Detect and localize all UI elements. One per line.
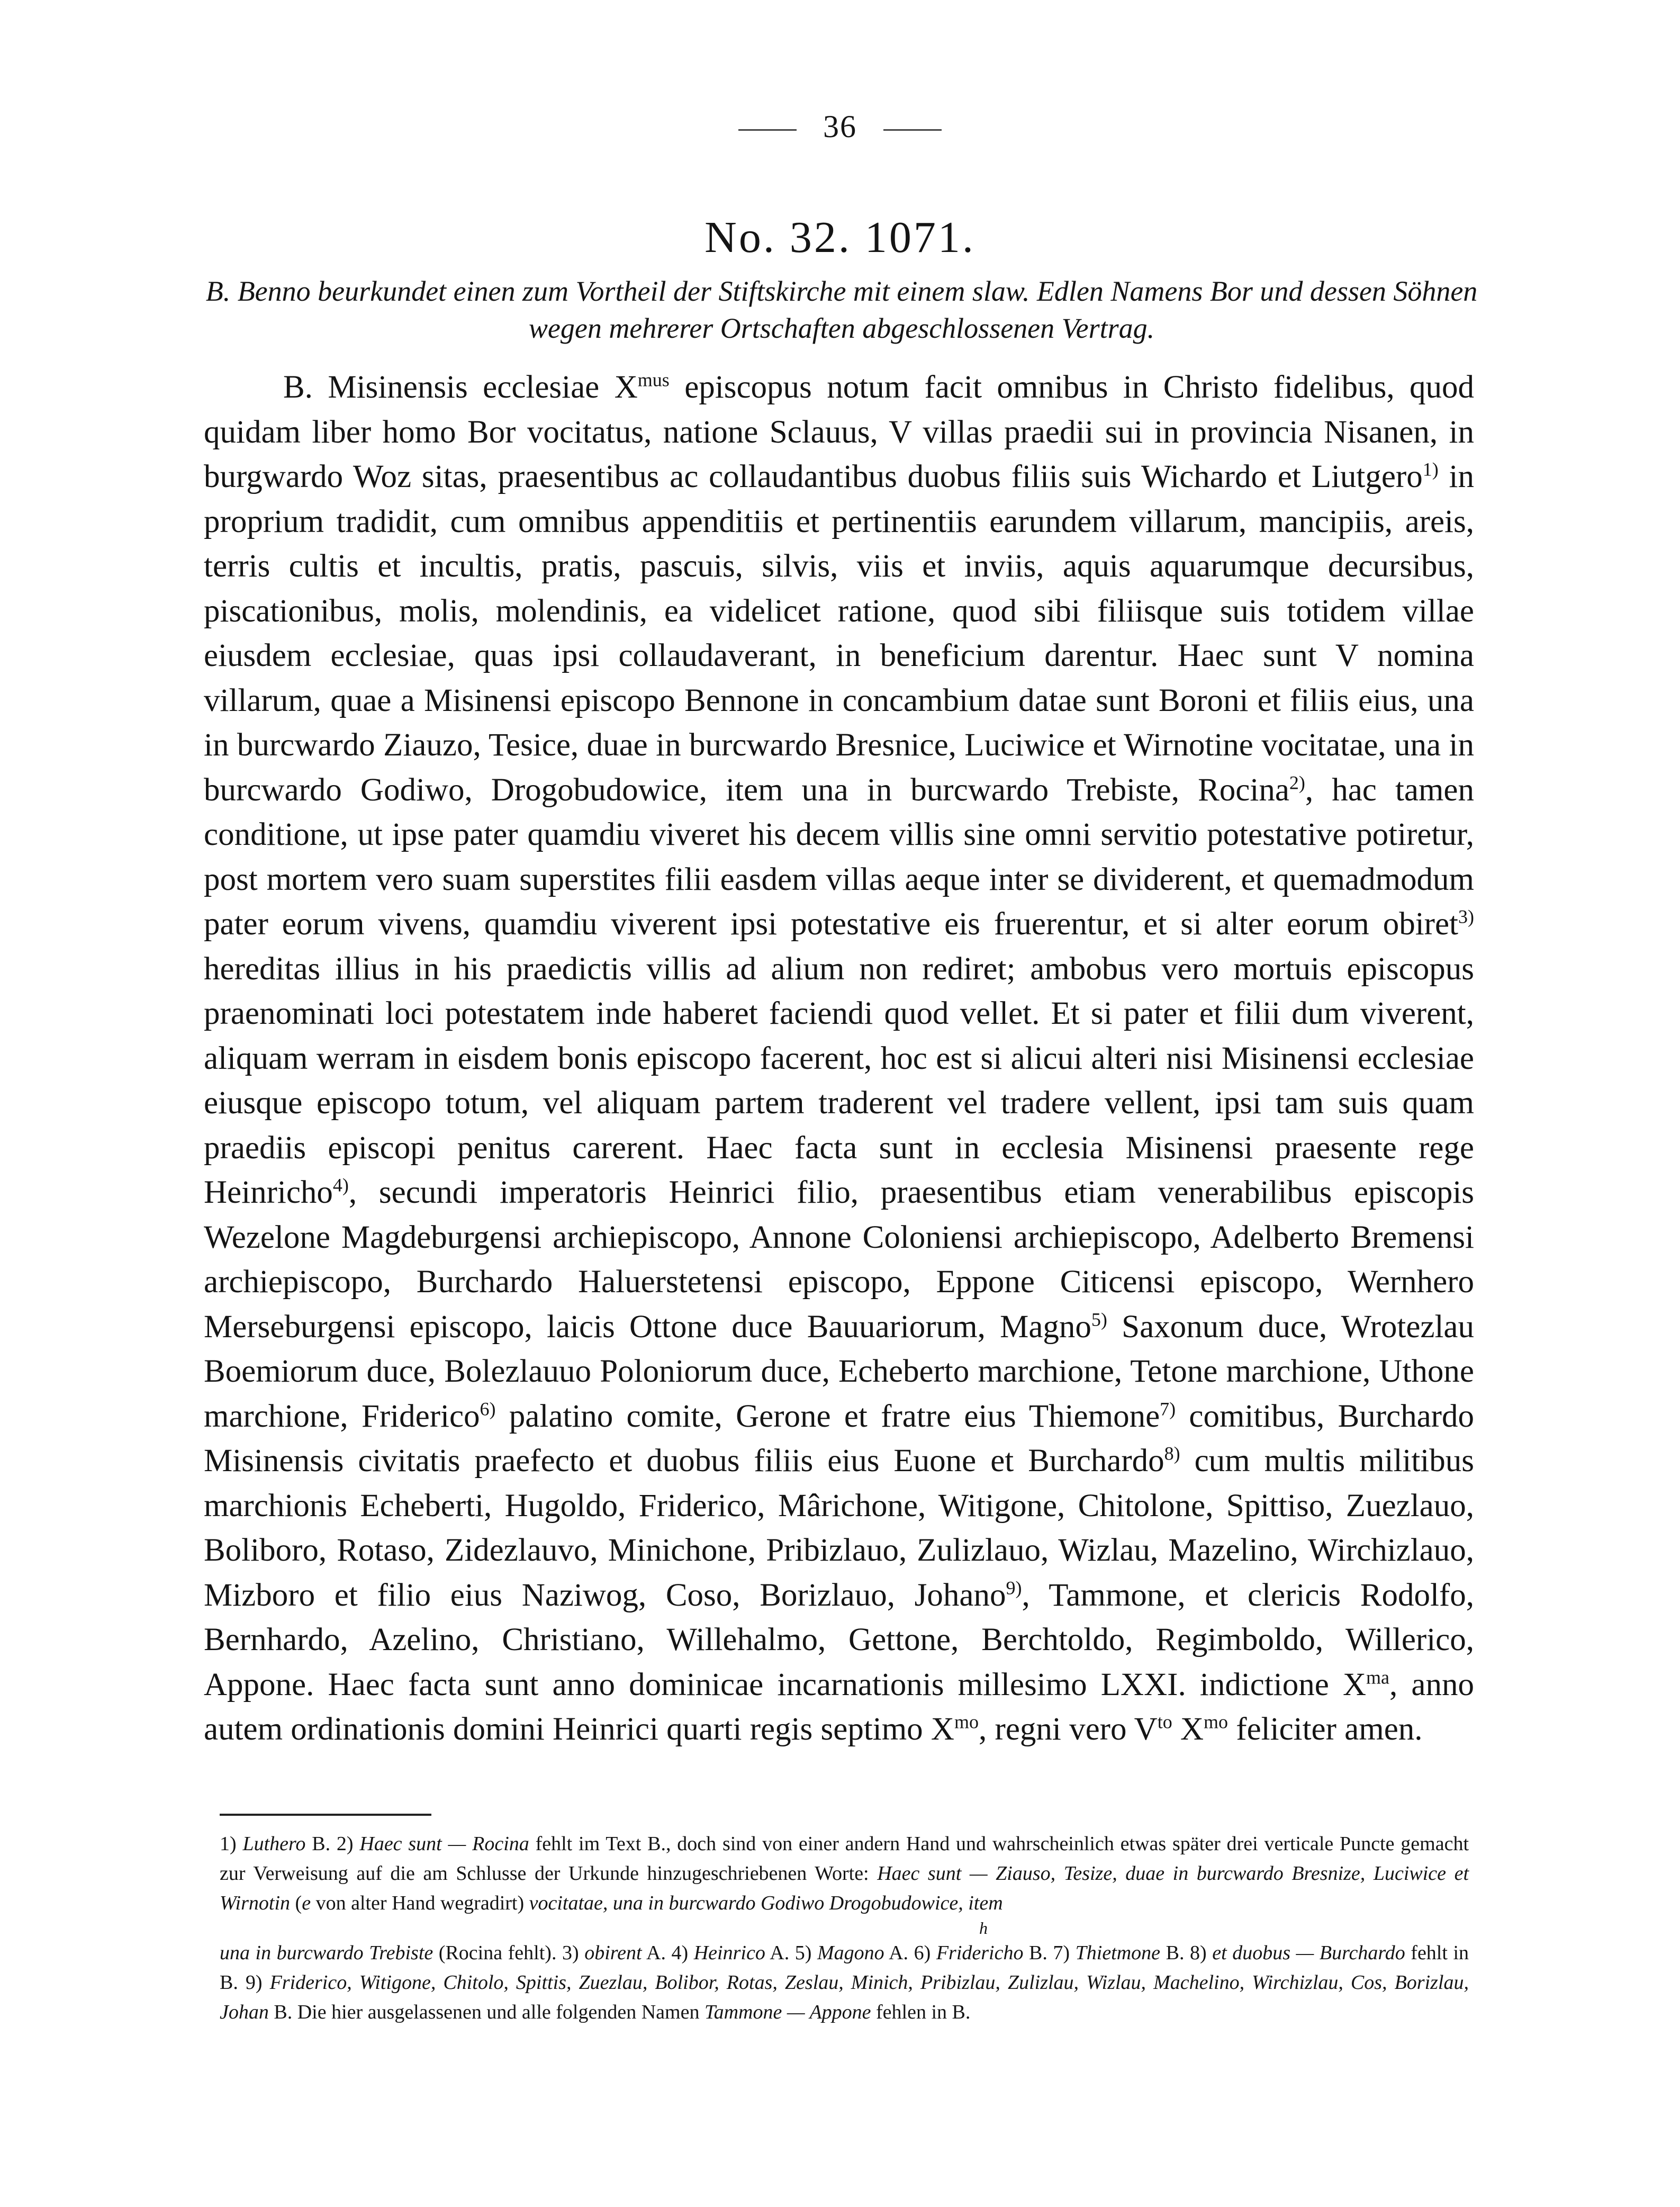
footnote-text: Thietmone <box>1075 1942 1161 1964</box>
document-title: No. 32. 1071. <box>704 213 976 262</box>
superscript: to <box>1157 1711 1172 1733</box>
text-segment: episcopus notum facit omnibus in Christo fidelibus, quod quidam liber homo Bor vocitatus, natione Sclauus, V villas praedii sui in provincia Nisanen, in burgwardo Woz sitas, praesentibus ac collaudantibus duobus filiis suis Wichardo et Liutgero <box>204 370 1474 494</box>
superscript: mo <box>1204 1711 1229 1733</box>
text-segment: , Tammone, et clericis Rodolfo, Bernhardo, Azelino, Christiano, Willehalmo, Gettone, Berchtoldo, Regimboldo, Willerico, Appone. Haec facta sunt anno dominicae incarnationis millesimo LXXI. indictione X <box>204 1577 1474 1702</box>
document-regest: B. Benno beurkundet einen zum Vortheil der Stiftskirche mit einem slaw. Edlen Namens Bor und dessen Söhnen wegen mehrerer Ortschaften abgeschlossenen Vertrag. <box>205 275 1478 344</box>
superscript: mo <box>954 1711 979 1733</box>
footnote-text: B. 7) <box>1023 1942 1076 1964</box>
header-dash-right <box>883 129 942 131</box>
footnote-text: B. 8) <box>1160 1942 1213 1964</box>
footnote-text: ( <box>290 1892 302 1914</box>
text-segment: comitibus, Burchardo Misinensis civitatis praefecto et duobus filiis eius Euone et Burchardo <box>204 1398 1474 1479</box>
text-segment: X <box>1172 1711 1204 1747</box>
footnote-ref-2: 2) <box>1289 772 1305 794</box>
footnote-text: A. 5) <box>765 1942 817 1964</box>
footnote-text: fehlt in B. 9) <box>220 1942 1469 1994</box>
footnote-ref-8: 8) <box>1164 1443 1180 1464</box>
footnote-ref-4: 4) <box>332 1174 349 1196</box>
text-segment: feliciter amen. <box>1228 1711 1423 1747</box>
footnote-text: Friderico, Witigone, Chitolo, Spittis, Zuezlau, Bolibor, Rotas, Zeslau, Minich, Pribizlau, Zulizlau, Wizlau, Machelino, Wirchizlau, Cos, Borizlau, Johan <box>220 1971 1469 2023</box>
text-segment: hereditas illius in his praedictis villis ad alium non rediret; ambobus vero mortuis episcopus praenominati loci potestatem inde haberet faciendi quod vellet. Et si pater et filii dum viverent, aliquam werram in eisdem bonis episcopo facerent, hoc est si alicui alteri nisi Misinensi ecclesiae eiusque episcopo totum, vel aliquam partem traderent vel tradere vellent, ipsi tam suis quam praediis episcopi penitus carerent. Haec facta sunt in ecclesia Misinensi praesente rege Heinricho <box>204 951 1474 1210</box>
superscript: mus <box>637 369 670 391</box>
footnote-text: obirent <box>584 1942 642 1964</box>
text-segment: B. Misinensis ecclesiae X <box>283 370 638 405</box>
footnote-text: B. 2) <box>305 1833 360 1855</box>
footnote-ref-3: 3) <box>1458 906 1474 927</box>
charter-text <box>204 365 1474 1752</box>
footnote-ref-6: 6) <box>480 1398 496 1420</box>
footnote-text: fehlt im Text B., doch sind von einer andern Hand und wahrscheinlich etwas später drei verticale Puncte gemacht zur Verweisung auf die am Schlusse der Urkunde hinzugeschriebenen Worte: <box>220 1833 1469 1885</box>
footnote-text: Luthero <box>242 1833 306 1855</box>
footnote-rule <box>220 1814 431 1816</box>
footnote-text: A. 4) <box>642 1942 694 1964</box>
footnote-text: una in burcwardo Trebiste <box>220 1942 433 1964</box>
footnote-text: 1) <box>220 1833 243 1855</box>
page-number: 36 <box>823 109 857 144</box>
footnote-text: vocitatae, una in burcwardo Godiwo Drogobudowice, item <box>529 1892 1003 1914</box>
page-header <box>0 109 1680 145</box>
text-segment: in proprium tradidit, cum omnibus appenditiis et pertinentiis earundem villarum, mancipiis, areis, terris cultis et incultis, pratis, pascuis, silvis, viis et inviis, aquis aquarumque decursibus, piscationibus, molis, molendinis, ea videlicet ratione, quod sibi filiisque suis totidem villae eiusdem ecclesiae, quas ipsi collaudaverant, in beneficium darentur. Haec sunt V nomina villarum, quae a Misinensi episcopo Bennone in concambium datae sunt Boroni et filiis eius, una in burcwardo Ziauzo, Tesice, duae in burcwardo Bresnice, Luciwice et Wirnotine vocitatae, una in burcwardo Godiwo, Drogobudowice, item una in burcwardo Trebiste, Rocina <box>204 459 1475 808</box>
header-dash-left <box>738 129 797 131</box>
footnote-text: Friderichо <box>936 1942 1024 1964</box>
text-segment: , regni vero V <box>979 1711 1158 1747</box>
footnote-ref-5: 5) <box>1091 1309 1107 1330</box>
footnote-text: Haec sunt — Ziauso, Tesize, duae in burcwardo Bresnize, Luciwice et Wirnotin <box>220 1862 1469 1914</box>
footnote-ref-1: 1) <box>1422 458 1439 480</box>
footnote-text: B. Die hier ausgelassenen und alle folgenden Namen <box>268 2001 704 2023</box>
footnote-h-mark: h <box>979 1918 988 1938</box>
footnote-text: von alter Hand wegradirt) <box>311 1892 529 1914</box>
footnote-text: Magono <box>817 1942 884 1964</box>
footnote-text: et duobus — Burchardo <box>1212 1942 1405 1964</box>
footnote-text: (Rocina fehlt). 3) <box>433 1942 585 1964</box>
footnote-text: Heinrico <box>693 1942 765 1964</box>
text-segment: Saxonum duce, Wrotezlau Boemiorum duce, Bolezlauuo Poloniorum duce, Echeberto marchione, Tetone marchione, Uthone marchione, Friderico <box>204 1309 1475 1434</box>
footnote-text: A. 6) <box>884 1942 936 1964</box>
footnote-text: e <box>302 1892 311 1914</box>
footnote-ref-7: 7) <box>1160 1398 1176 1420</box>
footnote-ref-9: 9) <box>1006 1577 1022 1599</box>
text-segment: palatino comite, Gerone et fratre eius Thiemone <box>495 1398 1160 1434</box>
footnote-text: Tammone — Appone <box>704 2001 871 2023</box>
text-segment: cum multis militibus marchionis Echeberti, Hugoldo, Friderico, Mârichone, Witigone, Chitolone, Spittiso, Zuezlauo, Boliboro, Rotaso, Zidezlauvo, Minichone, Pribizlauo, Zulizlauo, Wizlau, Mazelino, Wirchizlauo, Mizboro et filio eius Naziwog, Coso, Borizlauo, Johano <box>204 1443 1474 1613</box>
text-segment: , secundi imperatoris Heinrici filio, praesentibus etiam venerabilibus episcopis Wezelone Magdeburgensi archiepiscopo, Annone Coloniensi archiepiscopo, Adelberto Bremensi archiepiscopo, Burchardo Haluerstetensi episcopo, Eppone Citicensi episcopo, Wernhero Merseburgensi episcopo, laicis Ottone duce Bauuariorum, Magno <box>204 1175 1474 1345</box>
text-segment: , hac tamen conditione, ut ipse pater quamdiu viveret his decem villis sine omni servitio potestative potiretur, post mortem vero suam superstites filii easdem villas aeque inter se dividerent, et quemadmodum pater eorum vivens, quamdiu viverent ipsi potestative eis fruerentur, et si alter eorum obiret <box>204 772 1474 942</box>
text-segment: , anno autem ordinationis domini Heinrici quarti regis septimo X <box>204 1666 1474 1747</box>
footnote-text: Haec sunt — Rocina <box>359 1833 529 1855</box>
footnote-text: fehlen in B. <box>871 2001 971 2023</box>
footnotes <box>220 1829 1469 2027</box>
superscript: ma <box>1366 1666 1390 1688</box>
